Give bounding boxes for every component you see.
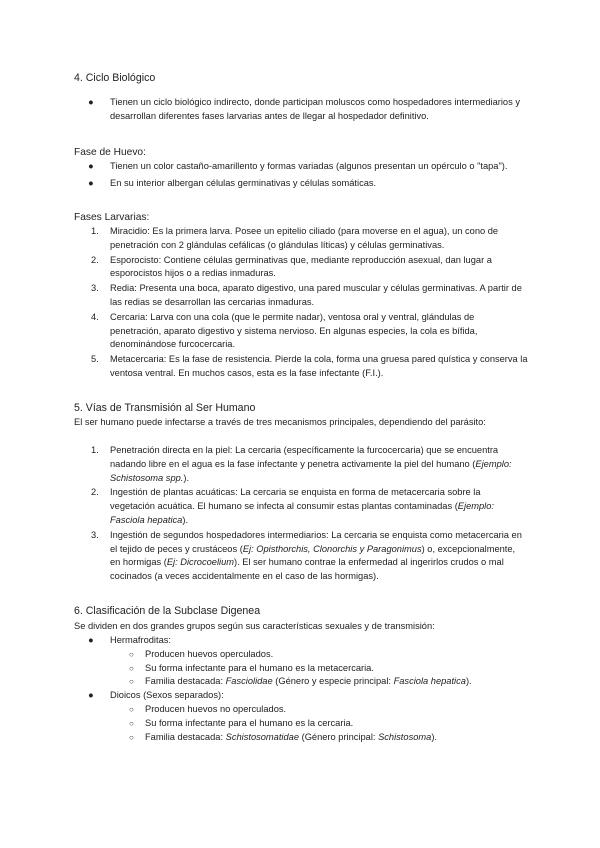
item-number: 2. [91, 254, 99, 265]
family-italic: Schistosomatidae [225, 731, 300, 742]
term: Ingestión de segundos hospedadores intermediarios [110, 529, 327, 540]
section-6-heading: 6. Clasificación de la Subclase Digenea [74, 605, 261, 617]
definition: : La cercaria (específicamente la furcocercaria) que se encuentra nadando libre en el agua es la fase infectante y penetra activamente la piel del humano ( [110, 445, 499, 469]
group-label: Dioicos (Sexos separados): [110, 690, 224, 701]
example-italic: Ejemplo: Fasciola hepatica [110, 501, 494, 525]
bullet-disc: ● [88, 635, 94, 645]
term: Metacercaria [110, 354, 164, 365]
bullet-circle: ○ [129, 732, 134, 742]
sub-list-item [0, 675, 600, 689]
list-item [0, 254, 600, 282]
term: Penetración directa en la piel [110, 445, 230, 455]
sub-item-text: Familia destacada: [145, 676, 226, 687]
bullet-disc: ● [88, 177, 94, 188]
list-item [0, 160, 600, 174]
sub-item-text: Producen huevos operculados. [145, 648, 274, 659]
example-italic: Ej: Opisthorchis, Clonorchis y Paragonimus [242, 543, 422, 554]
definition: : Presenta una boca, aparato digestivo, una pared muscular y células germinativas. A partir de las redias se desarrollan las cercarias inmaduras. [110, 283, 522, 307]
bullet-circle: ○ [129, 649, 134, 659]
list-item [0, 225, 600, 253]
sub-list-item [0, 648, 600, 662]
term: Redia [110, 283, 135, 294]
bullet-circle: ○ [129, 718, 134, 728]
sub-item-text: (Género y especie principal: [272, 676, 394, 687]
definition: : Contiene células germinativas que, mediante reproducción asexual, dan lugar a esporocistos hijos o a redias inmaduras. [110, 254, 492, 279]
example-italic: Ejemplo: Schistosoma spp. [110, 458, 512, 483]
sub-item-text: Su forma infectante para el humano es la cercaria. [145, 717, 354, 728]
definition: : Larva con una cola (que le permite nadar), ventosa oral y ventral, glándulas de penetración, aparato digestivo y sistema nervioso. En algunas especies, la cola es bífida, denominándose furcocercaria. [110, 311, 478, 350]
list-item [0, 311, 600, 352]
genus-italic: Schistosoma [378, 731, 432, 742]
sub-list-item [0, 662, 600, 676]
list-item-text: En su interior albergan células germinativas y células somáticas. [110, 177, 377, 188]
sub-item-text: ). [431, 731, 437, 742]
bullet-disc: ● [88, 161, 94, 171]
transmision-list [0, 444, 600, 584]
sub-list-item [0, 703, 600, 717]
list-item [0, 96, 600, 124]
definition-end: ). [183, 472, 190, 483]
sub-item-text: Su forma infectante para el humano es la metacercaria. [145, 662, 374, 673]
definition: : La cercaria se enquista en forma de metacercaria sobre la vegetación acuática. El humano se infecta al consumir estas plantas contaminadas ( [110, 487, 481, 512]
bullet-circle: ○ [129, 663, 134, 673]
sub-list-item [0, 717, 600, 731]
group-label: Hermafroditas: [110, 635, 171, 645]
list-item [0, 486, 600, 527]
list-item-text: Tienen un ciclo biológico indirecto, donde participan moluscos como hospedadores intermediarios y desarrollan diferentes fases larvarias antes de llegar al hospedador definitivo. [110, 97, 520, 121]
item-number: 3. [91, 529, 99, 540]
larvas-list [0, 225, 600, 381]
section-6-intro: Se dividen en dos grandes grupos según sus características sexuales y de transmisión: [74, 621, 435, 631]
term: Miracidio [110, 226, 148, 236]
clasificacion-list [0, 634, 600, 744]
sub-item-text: Familia destacada: [145, 731, 226, 742]
list-item [0, 444, 600, 485]
section-4-heading: 4. Ciclo Biológico [74, 72, 156, 84]
term: Cercaria [110, 311, 146, 322]
species-italic: Fasciola hepatica [393, 676, 466, 687]
definition: : La cercaria se enquista como metacercaria en el tejido de peces y crustáceos ( [110, 529, 522, 554]
item-number: 1. [91, 226, 99, 236]
sub-item-text: ). [465, 676, 472, 687]
section-5-heading: 5. Vías de Transmisión al Ser Humano [74, 402, 256, 414]
item-number: 5. [91, 354, 99, 365]
definition: : Es la primera larva. Posee un epitelio ciliado (para moverse en el agua), un cono de penetración con 2 glándulas cefálicas (o glándulas líticas) y células germinativas. [110, 226, 499, 250]
item-number: 3. [91, 283, 99, 294]
s4-bullet-list [0, 96, 600, 124]
term: Ingestión de plantas acuáticas [110, 487, 236, 498]
sub-list-item [0, 731, 600, 745]
definition: : Es la fase de resistencia. Pierde la cola, forma una gruesa pared quística y conserva la ventosa ventral. En muchos casos, esta es la fase infectante (F.I.). [110, 354, 528, 378]
list-item-text: Tienen un color castaño-amarillento y formas variadas (algunos presentan un opérculo o "tapa"). [110, 161, 508, 171]
huevo-list [0, 160, 600, 191]
subheading-fases-larvarias: Fases Larvarias: [74, 212, 150, 223]
subheading-fase-huevo: Fase de Huevo: [74, 147, 146, 158]
bullet-circle: ○ [129, 677, 134, 687]
bullet-circle: ○ [129, 704, 134, 714]
sub-item-text: Producen huevos no operculados. [145, 703, 287, 714]
section-5-intro: El ser humano puede infectarse a través de tres mecanismos principales, dependiendo del parásito: [74, 417, 486, 427]
bullet-disc: ● [88, 690, 94, 701]
item-number: 1. [91, 445, 99, 455]
item-number: 4. [91, 311, 99, 322]
list-item [0, 177, 600, 191]
bullet-disc: ● [88, 97, 94, 107]
definition-end: ). [182, 514, 189, 525]
item-number: 2. [91, 487, 99, 498]
list-item [0, 353, 600, 381]
list-item-dioicos [0, 689, 600, 703]
definition-end: ). El ser humano contrae la enfermedad al ingerirlos crudos o mal cocinados (a veces accidentalmente en el caso de las hormigas). [110, 557, 504, 582]
example-italic: Ej: Dicrocoelium [166, 557, 235, 568]
list-item [0, 282, 600, 310]
list-item-hermafroditas [0, 634, 600, 648]
list-item [0, 529, 600, 584]
sub-item-text: (Género principal: [299, 731, 379, 742]
term: Esporocisto [110, 254, 159, 265]
definition-mid: ) o, excepcionalmente, en hormigas ( [110, 543, 516, 568]
family-italic: Fasciolidae [225, 676, 273, 687]
